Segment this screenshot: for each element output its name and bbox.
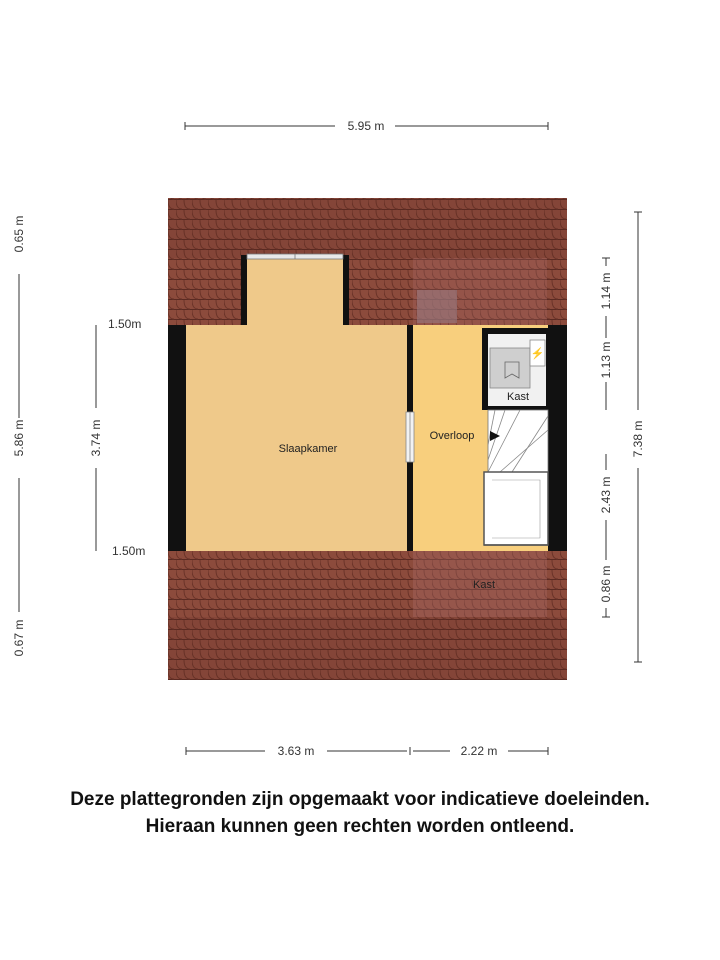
dimension-bottom-left-label: 3.63 m xyxy=(277,744,315,758)
dimension-bottom-right-label: 2.22 m xyxy=(460,744,498,758)
dimension-inner-height-label: 3.74 m xyxy=(89,419,103,457)
landing-label: Overloop xyxy=(429,430,475,442)
dimension-right-2-label: 1.13 m xyxy=(599,341,613,379)
closet-bottom-label: Kast xyxy=(472,579,496,591)
dimension-top-label: 5.95 m xyxy=(347,119,385,133)
wall-left xyxy=(168,325,186,551)
staircase xyxy=(484,410,548,545)
closet-top-label: Kast xyxy=(506,391,530,403)
dimension-right-total-label: 7.38 m xyxy=(631,420,645,458)
disclaimer-line-2: Hieraan kunnen geen rechten worden ontleend. xyxy=(145,816,575,837)
dimension-inner-bottom-label: 1.50m xyxy=(112,544,146,558)
disclaimer-line-1: Deze plattegronden zijn opgemaakt voor indicatieve doeleinden. xyxy=(70,789,650,810)
dimension-right-4-label: 0.86 m xyxy=(599,565,613,603)
roof-shade-bottom xyxy=(168,617,567,680)
dimension-right-segments xyxy=(602,258,610,617)
dimension-left-top-label: 0.65 m xyxy=(12,215,26,253)
wall-right xyxy=(548,325,567,551)
boiler xyxy=(490,348,530,388)
dimension-left-bottom-label: 0.67 m xyxy=(12,619,26,657)
dimension-right-3-label: 2.43 m xyxy=(599,476,613,514)
dormer-wall-left xyxy=(241,255,247,325)
bedroom-label: Slaapkamer xyxy=(278,443,338,455)
dormer-wall-right xyxy=(343,255,349,325)
dimension-inner-top-label: 1.50m xyxy=(108,317,142,331)
dimension-left-middle-label: 5.86 m xyxy=(12,419,26,457)
meter-icon: ⚡ xyxy=(530,348,545,360)
roof-shade-top xyxy=(168,198,567,258)
dimension-right-1-label: 1.14 m xyxy=(599,272,613,310)
roof-patch xyxy=(417,290,457,323)
